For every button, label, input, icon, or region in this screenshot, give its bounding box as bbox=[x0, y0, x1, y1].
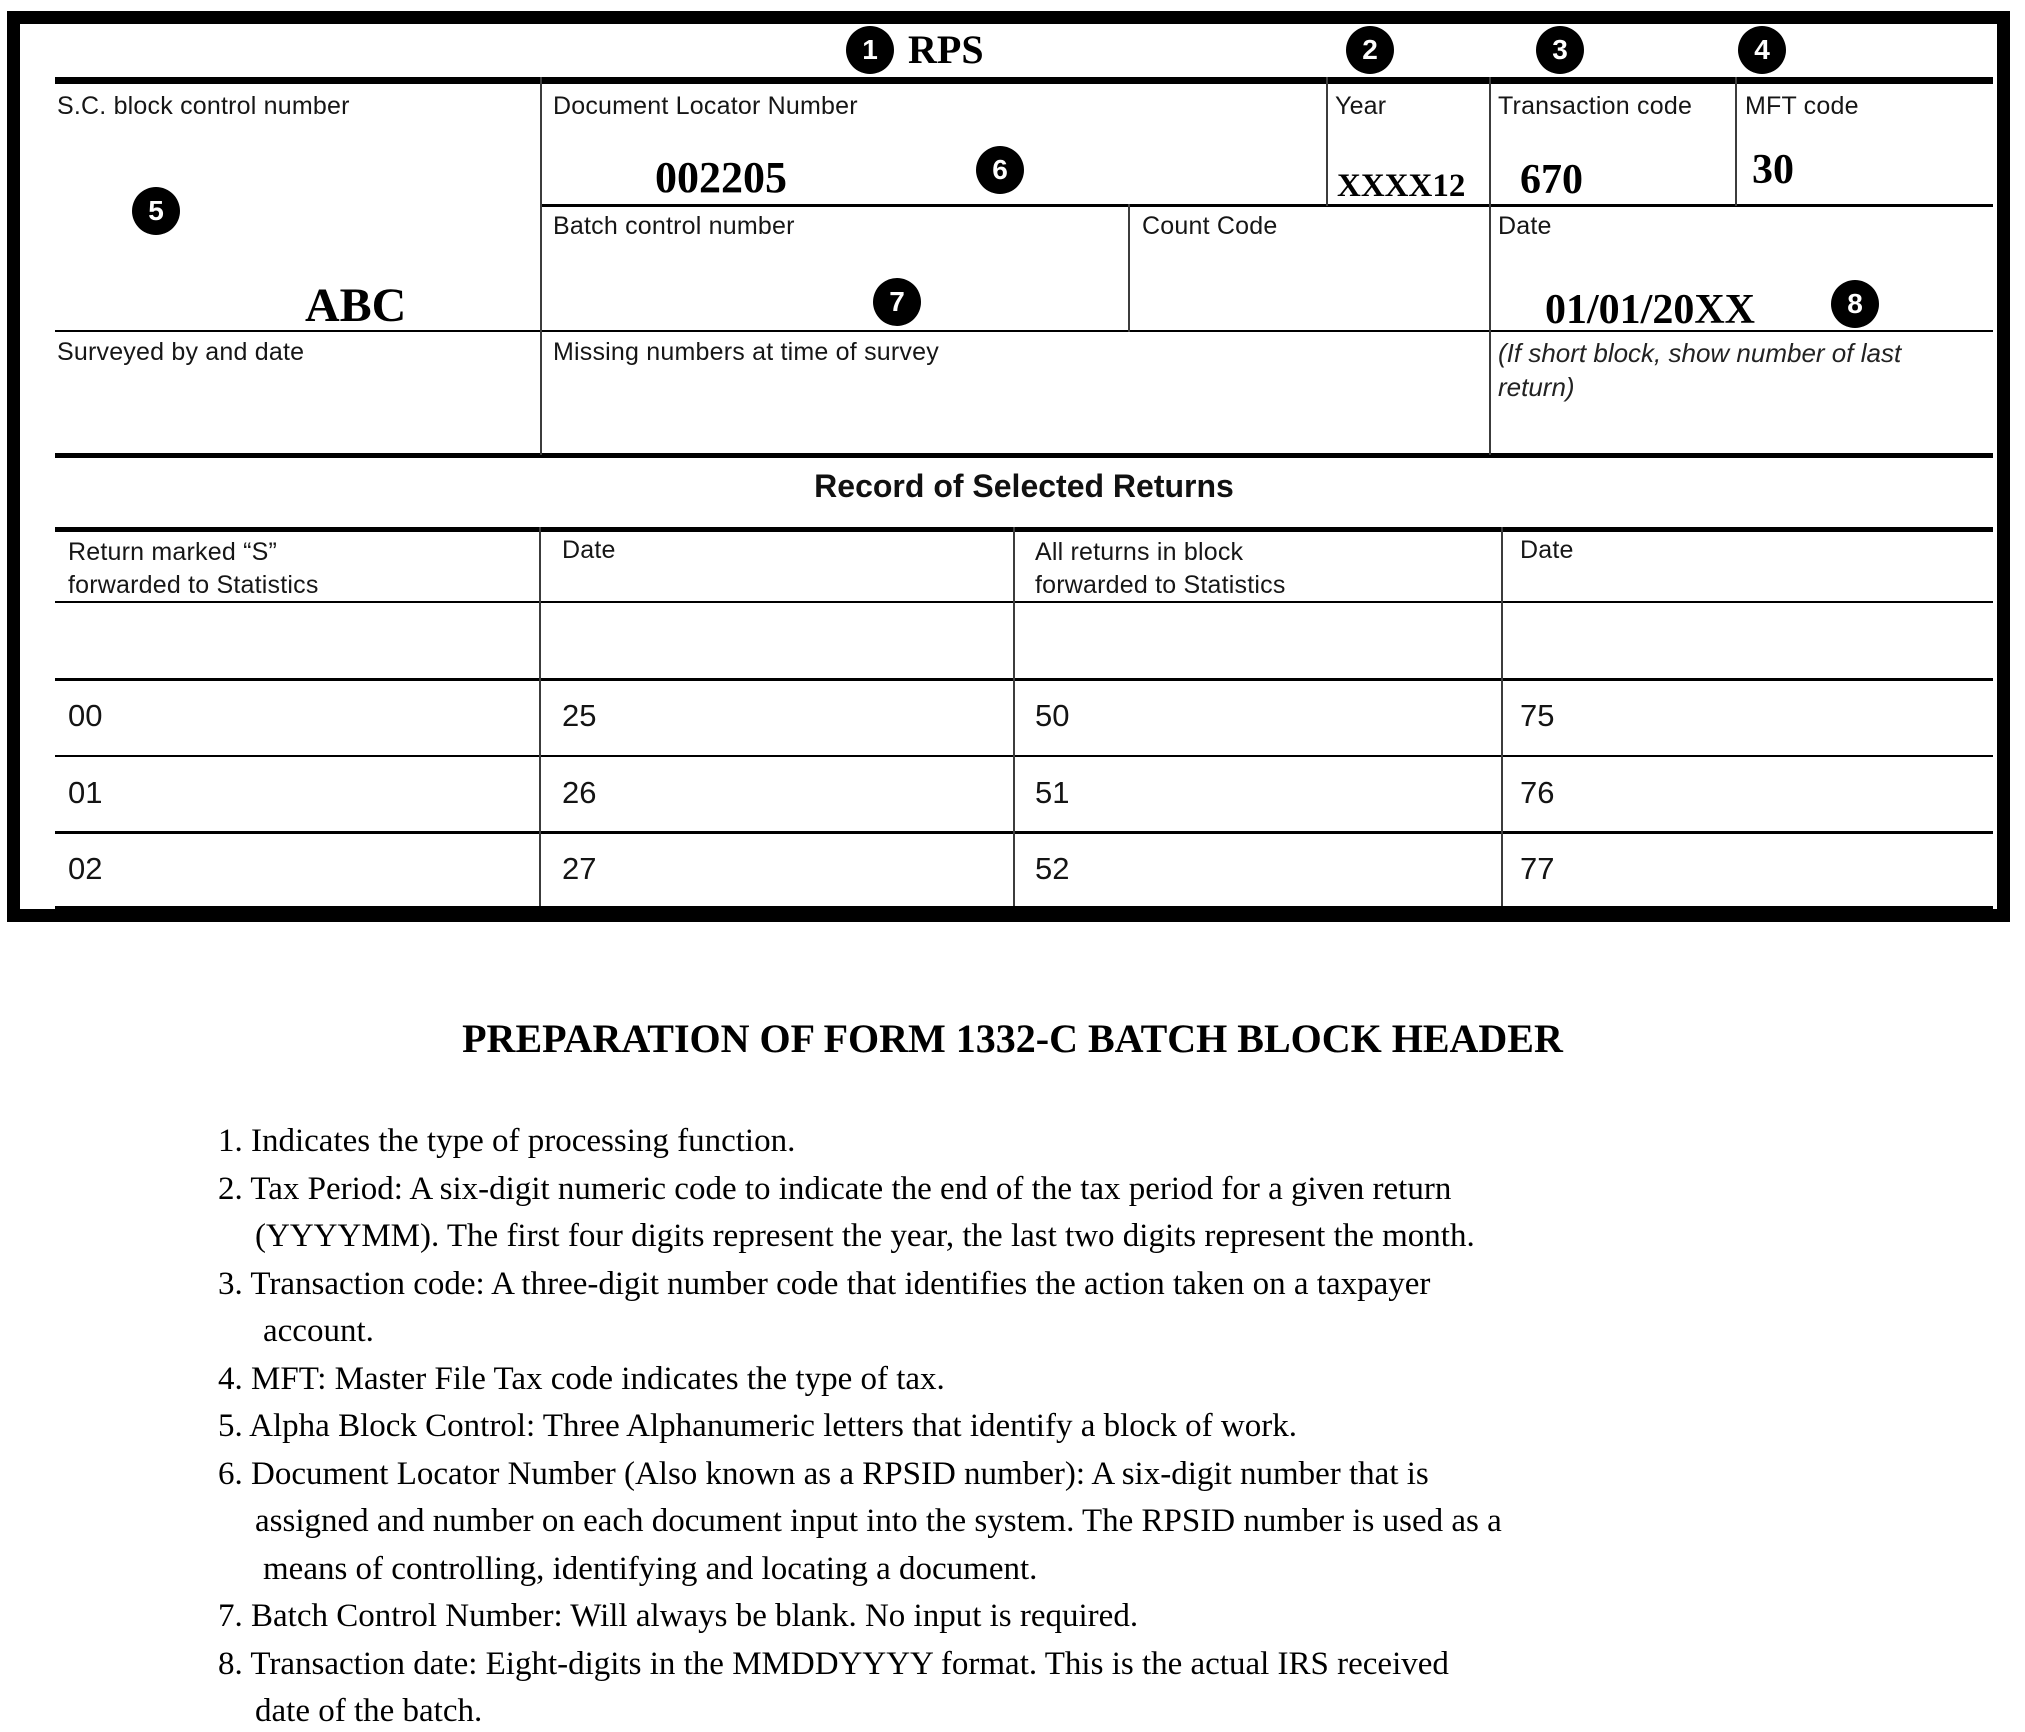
callout-badge-6-number: 6 bbox=[992, 154, 1008, 185]
instruction-line: 4. MFT: Master File Tax code indicates the type of tax. bbox=[218, 1360, 945, 1397]
divider-batch-count bbox=[1128, 204, 1130, 332]
table-cell: 51 bbox=[1035, 775, 1070, 810]
callout-badge-2 bbox=[1346, 26, 1394, 74]
record-table-rule-3 bbox=[55, 831, 1993, 834]
date-label: Date bbox=[1498, 212, 1552, 240]
year-value: XXXX12 bbox=[1337, 168, 1466, 204]
callout-badge-2-number: 2 bbox=[1362, 34, 1378, 65]
mft-code-value: 30 bbox=[1752, 147, 1794, 193]
table-cell: 25 bbox=[562, 698, 597, 733]
table-cell: 77 bbox=[1520, 851, 1555, 886]
callout-badge-8-number: 8 bbox=[1847, 288, 1863, 319]
transaction-code-label: Transaction code bbox=[1498, 92, 1693, 120]
short-block-note: (If short block, show number of last return) bbox=[1498, 338, 1902, 402]
instruction-line: 3. Transaction code: A three-digit number code that identifies the action taken on a taxpayer bbox=[218, 1265, 1431, 1302]
surveyed-by-label: Surveyed by and date bbox=[57, 338, 305, 366]
instruction-line: (YYYYMM). The first four digits represent the year, the last two digits represent the month. bbox=[255, 1218, 1475, 1254]
divider-transaction-mft bbox=[1735, 77, 1737, 206]
callout-badge-5-number: 5 bbox=[148, 195, 164, 226]
table-cell: 27 bbox=[562, 851, 597, 886]
record-table-top-rule bbox=[55, 527, 1993, 532]
transaction-code-value: 670 bbox=[1520, 157, 1583, 203]
instruction-line: date of the batch. bbox=[255, 1693, 483, 1729]
record-col3-header bbox=[1035, 536, 1455, 602]
callout-badge-3-number: 3 bbox=[1552, 34, 1568, 65]
record-col1-header-line2: forwarded to Statistics bbox=[68, 571, 319, 599]
callout-badge-3 bbox=[1536, 26, 1584, 74]
record-col3-header-line2: forwarded to Statistics bbox=[1035, 571, 1286, 599]
callout-badge-6 bbox=[976, 146, 1024, 194]
divider-year-transaction bbox=[1489, 77, 1491, 455]
callout-badge-7 bbox=[873, 278, 921, 326]
document-locator-label: Document Locator Number bbox=[553, 92, 858, 120]
sc-block-control-value: ABC bbox=[305, 279, 407, 332]
record-col1-header-line1: Return marked “S” bbox=[68, 538, 278, 566]
record-table-divider-3 bbox=[1501, 527, 1503, 906]
record-table-rule-2 bbox=[55, 755, 1993, 757]
record-col2-header: Date bbox=[562, 536, 616, 564]
table-cell: 52 bbox=[1035, 851, 1070, 886]
callout-badge-1-number: 1 bbox=[862, 34, 878, 65]
table-cell: 50 bbox=[1035, 698, 1070, 733]
record-col4-header: Date bbox=[1520, 536, 1574, 564]
table-cell: 02 bbox=[68, 851, 103, 886]
instruction-line: assigned and number on each document input into the system. The RPSID number is used as a bbox=[255, 1503, 1502, 1539]
year-label: Year bbox=[1335, 92, 1387, 120]
instruction-line: 8. Transaction date: Eight-digits in the MMDDYYYY format. This is the actual IRS received bbox=[218, 1645, 1449, 1682]
record-col3-header-line1: All returns in block bbox=[1035, 538, 1244, 566]
record-table-title: Record of Selected Returns bbox=[814, 468, 1234, 504]
instruction-line: account. bbox=[263, 1313, 374, 1349]
record-table-bottom-rule bbox=[55, 906, 1993, 909]
sc-block-control-label: S.C. block control number bbox=[57, 92, 350, 120]
instruction-line: 2. Tax Period: A six-digit numeric code to indicate the end of the tax period for a given return bbox=[218, 1170, 1452, 1207]
table-cell: 00 bbox=[68, 698, 103, 733]
form-title-rps: RPS bbox=[908, 27, 984, 72]
callout-badge-5 bbox=[132, 187, 180, 235]
rule-row1-row2 bbox=[540, 204, 1993, 207]
instructions-title: PREPARATION OF FORM 1332-C BATCH BLOCK HEADER bbox=[462, 1016, 1563, 1061]
date-value: 01/01/20XX bbox=[1545, 287, 1755, 333]
divider-sc-dln bbox=[540, 77, 542, 455]
callout-badge-1 bbox=[846, 26, 894, 74]
instructions-list bbox=[218, 1118, 1502, 1732]
rule-top-double bbox=[55, 77, 1993, 84]
instruction-line: 1. Indicates the type of processing function. bbox=[218, 1123, 796, 1159]
record-col1-header bbox=[68, 536, 488, 602]
instruction-line: 6. Document Locator Number (Also known as a RPSID number): A six-digit number that is bbox=[218, 1455, 1429, 1492]
callout-badge-7-number: 7 bbox=[889, 286, 905, 317]
document-locator-value: 002205 bbox=[655, 153, 787, 202]
table-cell: 75 bbox=[1520, 698, 1555, 733]
callout-badge-4 bbox=[1738, 26, 1786, 74]
table-cell: 26 bbox=[562, 775, 597, 810]
divider-dln-year bbox=[1326, 77, 1328, 206]
record-table-divider-2 bbox=[1013, 527, 1015, 906]
record-table-divider-1 bbox=[539, 527, 541, 906]
callout-badge-8 bbox=[1831, 280, 1879, 328]
missing-numbers-label: Missing numbers at time of survey bbox=[553, 338, 939, 366]
table-cell: 01 bbox=[68, 775, 103, 810]
batch-control-label: Batch control number bbox=[553, 212, 795, 240]
rule-header-bottom bbox=[55, 453, 1993, 458]
count-code-label: Count Code bbox=[1142, 212, 1278, 240]
callout-badge-4-number: 4 bbox=[1754, 34, 1770, 65]
instruction-line: 5. Alpha Block Control: Three Alphanumeric letters that identify a block of work. bbox=[218, 1408, 1297, 1444]
table-cell: 76 bbox=[1520, 775, 1555, 810]
mft-code-label: MFT code bbox=[1745, 92, 1859, 120]
instruction-line: 7. Batch Control Number: Will always be blank. No input is required. bbox=[218, 1598, 1139, 1634]
record-table-rule-1 bbox=[55, 678, 1993, 681]
instruction-line: means of controlling, identifying and locating a document. bbox=[263, 1550, 1038, 1587]
